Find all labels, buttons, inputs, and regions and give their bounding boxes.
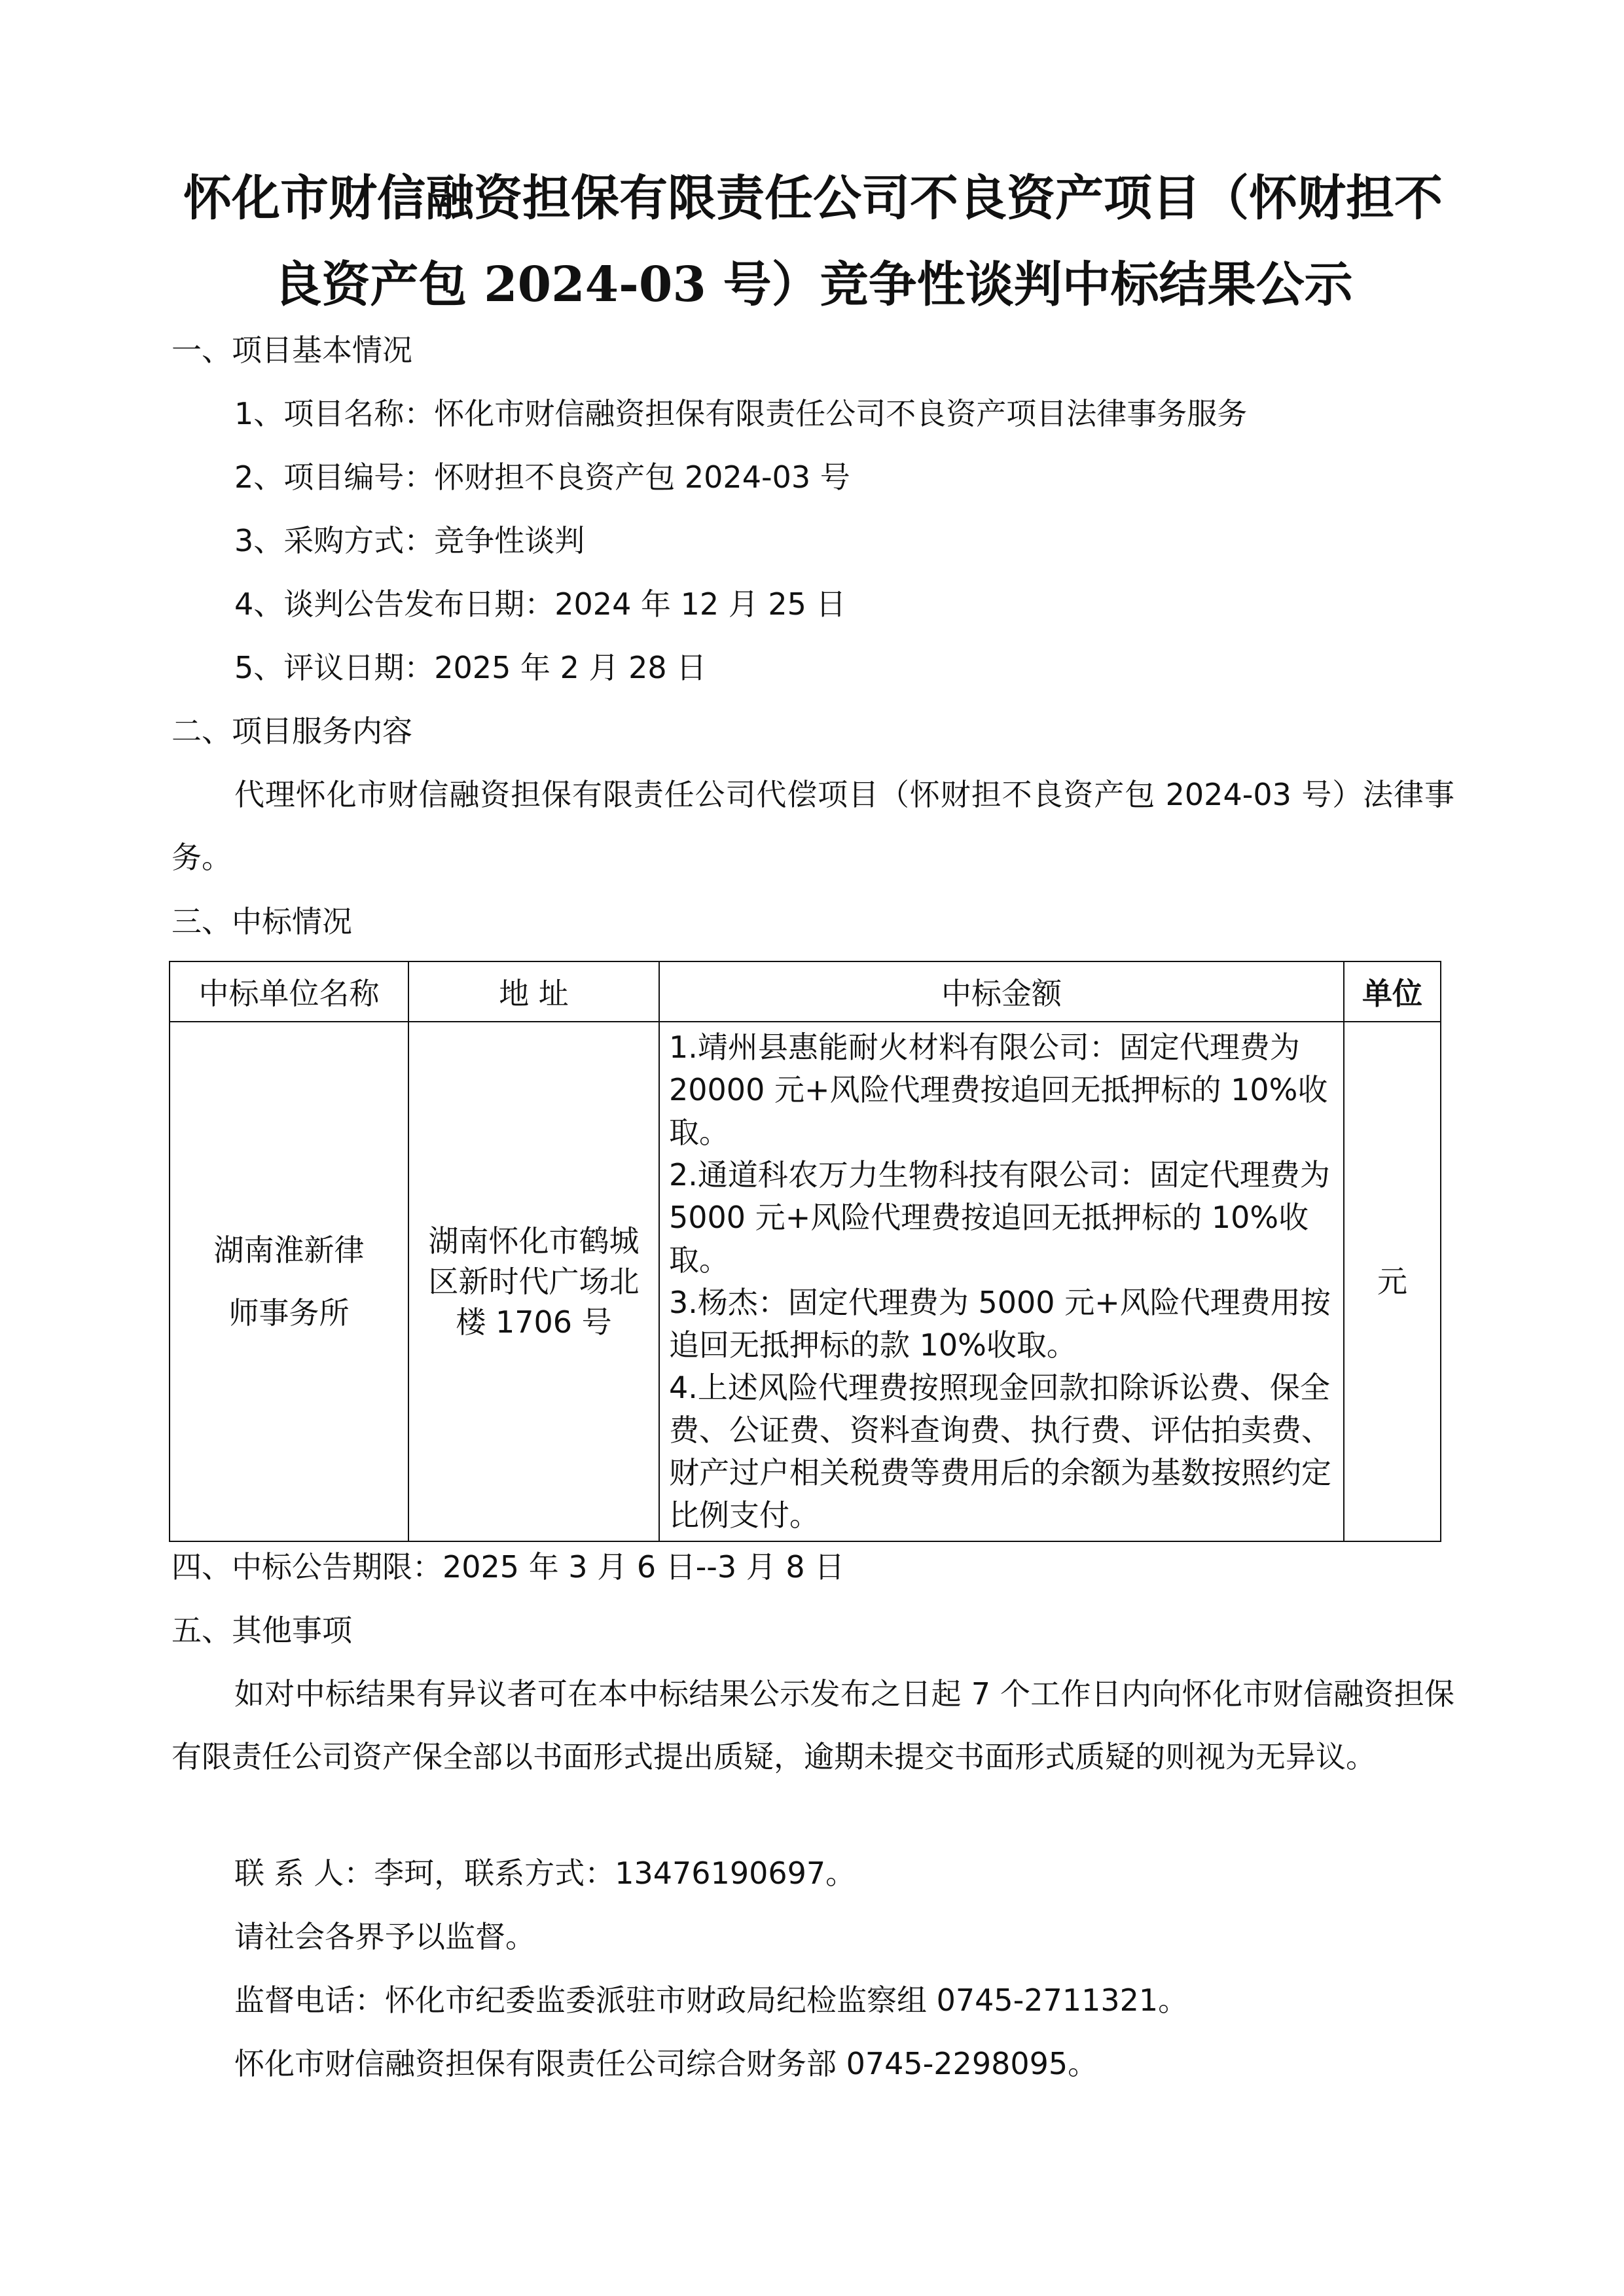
section-2-heading: 二、项目服务内容 bbox=[171, 713, 412, 749]
winner-name-cell: 湖南淮新律师事务所 bbox=[170, 1022, 408, 1541]
amount-item-1: 1.靖州县惠能耐火材料有限公司：固定代理费为 20000 元+风险代理费按追回无抵押标的 10%收取。 bbox=[669, 1030, 1328, 1150]
item-review-date: 5、评议日期：2025 年 2 月 28 日 bbox=[234, 650, 707, 685]
item-project-number: 2、项目编号：怀财担不良资产包 2024-03 号 bbox=[234, 459, 850, 495]
supervision-hotline: 监督电话：怀化市纪委监委派驻市财政局纪检监察组 0745-2711321。 bbox=[234, 1982, 1189, 2018]
amount-cell bbox=[659, 1022, 1344, 1541]
item-announcement-date: 4、谈判公告发布日期：2024 年 12 月 25 日 bbox=[234, 586, 846, 622]
table-header-row bbox=[170, 961, 1441, 1022]
section-2-body: 代理怀化市财信融资担保有限责任公司代偿项目（怀财担不良资产包 2024-03 号）法律事务。 bbox=[171, 777, 1454, 875]
table-row bbox=[170, 1022, 1441, 1541]
amount-item-2: 2.通道科农万力生物科技有限公司：固定代理费为 5000 元+风险代理费按追回无抵押标的 10%收取。 bbox=[669, 1157, 1330, 1278]
header-amount: 中标金额 bbox=[659, 961, 1344, 1022]
header-unit: 单位 bbox=[1344, 961, 1441, 1022]
document-title-line-2: 良资产包 2024-03 号）竞争性谈判中标结果公示 bbox=[273, 257, 1353, 313]
section-1-heading: 一、项目基本情况 bbox=[171, 332, 412, 368]
award-table bbox=[169, 961, 1441, 1542]
amount-item-3: 3.杨杰：固定代理费为 5000 元+风险代理费用按追回无抵押标的款 10%收取。 bbox=[669, 1285, 1331, 1363]
document-title-line-1: 怀化市财信融资担保有限责任公司不良资产项目（怀财担不 bbox=[183, 170, 1443, 226]
address-cell: 湖南怀化市鹤城区新时代广场北楼 1706 号 bbox=[408, 1022, 659, 1541]
section-5-heading: 五、其他事项 bbox=[171, 1613, 352, 1648]
item-project-name: 1、项目名称：怀化市财信融资担保有限责任公司不良资产项目法律事务服务 bbox=[234, 396, 1248, 431]
supervision-request: 请社会各界予以监督。 bbox=[234, 1919, 535, 1954]
header-winner-name: 中标单位名称 bbox=[170, 961, 408, 1022]
finance-department-line: 怀化市财信融资担保有限责任公司综合财务部 0745-2298095。 bbox=[234, 2046, 1098, 2081]
section-4-heading: 四、中标公告期限：2025 年 3 月 6 日--3 月 8 日 bbox=[171, 1549, 845, 1585]
unit-cell: 元 bbox=[1344, 1022, 1441, 1541]
contact-line: 联 系 人：李珂，联系方式：13476190697。 bbox=[234, 1856, 856, 1891]
amount-item-4: 4.上述风险代理费按照现金回款扣除诉讼费、保全费、公证费、资料查询费、执行费、评估拍卖费、财产过户相关税费等费用后的余额为基数按照约定比例支付。 bbox=[669, 1370, 1331, 1533]
item-procurement-method: 3、采购方式：竞争性谈判 bbox=[234, 523, 585, 558]
section-5-body: 如对中标结果有异议者可在本中标结果公示发布之日起 7 个工作日内向怀化市财信融资担保有限责任公司资产保全部以书面形式提出质疑，逾期未提交书面形式质疑的则视为无异议。 bbox=[171, 1676, 1454, 1774]
header-address: 地 址 bbox=[408, 961, 659, 1022]
section-3-heading: 三、中标情况 bbox=[171, 904, 352, 939]
